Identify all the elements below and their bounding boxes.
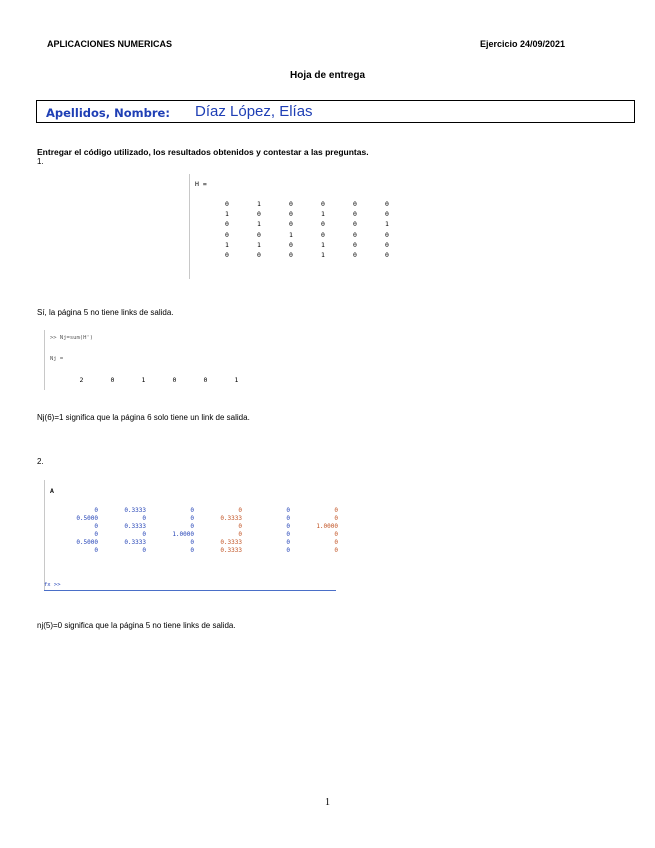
page-title: Hoja de entrega	[289, 70, 366, 81]
nj-result-row	[66, 376, 252, 384]
matrix-h-cell: 0	[385, 200, 389, 208]
matrix-a-cell: 0	[94, 523, 98, 530]
matrix-a-cell: 1.0000	[316, 523, 338, 530]
matrix-h-cell: 1	[257, 200, 261, 208]
matrix-h-cell: 1	[225, 240, 229, 249]
answer-2: Nj(6)=1 significa que la página 6 solo tiene un link de salida.	[37, 413, 250, 422]
instructions: Entregar el código utilizado, los resultados obtenidos y contestar a las preguntas.	[37, 147, 369, 157]
matrix-a-cell: 0	[142, 515, 146, 522]
matrix-h-cell: 0	[385, 230, 389, 239]
matrix-a-cell: 0.3333	[124, 523, 146, 530]
matrix-a-cell: 1.0000	[172, 531, 194, 538]
matrix-a-cell: 0	[334, 539, 338, 546]
matrix-h-cell: 0	[385, 210, 389, 219]
matrix-a-cell: 0	[286, 539, 290, 546]
matrix-a-cell: 0	[286, 531, 290, 538]
matrix-h-cell: 0	[257, 230, 261, 239]
nj-code: >> Nj=sum(H')	[50, 335, 94, 341]
matrix-a-cell: 0.5000	[76, 539, 98, 546]
page-number: 1	[325, 797, 330, 808]
matrix-a	[50, 507, 338, 554]
course-title: APLICACIONES NUMERICAS	[47, 39, 173, 49]
matrix-h-cell: 1	[257, 220, 261, 229]
nj-rule	[44, 330, 45, 390]
matrix-h-cell: 0	[289, 210, 293, 219]
nj-result-label: Nj =	[50, 356, 64, 362]
name-label: Apellidos, Nombre:	[46, 106, 170, 120]
matrix-a-cell: 0	[190, 507, 194, 514]
matrix-h-cell: 0	[353, 200, 357, 208]
matrix-h-cell: 0	[321, 230, 325, 239]
matrix-h-cell: 0	[353, 250, 357, 259]
matrix-a-cell: 0	[286, 507, 290, 514]
matrix-a-cell: 0	[334, 531, 338, 538]
matrix-a-cell: 0	[190, 539, 194, 546]
matrix-a-cell: 0.3333	[124, 539, 146, 546]
matrix-a-cell: 0	[142, 547, 146, 554]
name-value: Díaz López, Elías	[195, 103, 313, 120]
matrix-a-cell: 0	[286, 515, 290, 522]
matrix-h-cell: 0	[289, 250, 293, 259]
matrix-h-cell: 0	[385, 250, 389, 259]
answer-3: nj(5)=0 significa que la página 5 no tiene links de salida.	[37, 621, 236, 630]
matrix-h-cell: 0	[321, 220, 325, 229]
matrix-a-cell: 0	[190, 515, 194, 522]
command-prompt[interactable]: fx >>	[44, 582, 61, 588]
matrix-a-cell: 0.3333	[220, 547, 242, 554]
matrix-h-cell: 0	[225, 250, 229, 259]
matrix-h-cell: 0	[353, 230, 357, 239]
matrix-a-cell: 0.3333	[124, 507, 146, 514]
matrix-h-cell: 1	[289, 230, 293, 239]
answer-1: Sí, la página 5 no tiene links de salida.	[37, 308, 174, 317]
nj-result-cell: 1	[141, 376, 146, 384]
matrix-a-cell: 0.5000	[76, 515, 98, 522]
matrix-a-cell: 0	[238, 507, 242, 514]
matrix-a-cell: 0	[334, 507, 338, 514]
matrix-h-cell: 0	[321, 200, 325, 208]
nj-result-cell: 0	[110, 376, 115, 384]
question-2-number: 2.	[37, 457, 44, 466]
matrix-a-cell: 0	[238, 531, 242, 538]
matrix-h-cell: 0	[257, 210, 261, 219]
matrix-h-rule	[189, 174, 190, 279]
matrix-h-cell: 0	[353, 240, 357, 249]
matrix-h-cell: 0	[353, 210, 357, 219]
matrix-h-cell: 0	[353, 220, 357, 229]
matrix-h	[211, 200, 403, 259]
matrix-h-cell: 1	[385, 220, 389, 229]
matrix-h-cell: 1	[225, 210, 229, 219]
matrix-a-cell: 0	[334, 547, 338, 554]
matrix-h-cell: 0	[289, 200, 293, 208]
matrix-a-cell: 0	[238, 523, 242, 530]
nj-result-cell: 1	[234, 376, 239, 384]
matrix-a-cell: 0	[94, 547, 98, 554]
matrix-h-cell: 0	[289, 220, 293, 229]
matrix-a-cell: 0	[190, 523, 194, 530]
matrix-a-cell: 0.3333	[220, 515, 242, 522]
matrix-h-cell: 0	[289, 240, 293, 249]
matrix-h-label: H =	[195, 180, 207, 188]
matrix-h-cell: 0	[225, 200, 229, 208]
matrix-a-cell: 0	[334, 515, 338, 522]
matrix-a-cell: 0	[286, 547, 290, 554]
matrix-a-cell: 0	[94, 507, 98, 514]
matrix-h-cell: 1	[321, 210, 325, 219]
matrix-a-cell: 0	[142, 531, 146, 538]
exercise-date: Ejercicio 24/09/2021	[480, 39, 566, 49]
nj-result-cell: 0	[172, 376, 177, 384]
matrix-h-cell: 1	[257, 240, 261, 249]
matrix-h-cell: 1	[321, 250, 325, 259]
matrix-a-label: A	[50, 487, 54, 495]
matrix-a-cell: 0.3333	[220, 539, 242, 546]
matrix-a-cell: 0	[94, 531, 98, 538]
matrix-h-cell: 0	[385, 240, 389, 249]
command-window-rule	[44, 590, 336, 591]
matrix-a-rule	[44, 480, 45, 590]
nj-result-cell: 0	[203, 376, 208, 384]
nj-result-cell: 2	[79, 376, 84, 384]
matrix-h-cell: 0	[225, 230, 229, 239]
matrix-h-cell: 0	[257, 250, 261, 259]
matrix-a-cell: 0	[286, 523, 290, 530]
matrix-h-cell: 1	[321, 240, 325, 249]
name-box	[36, 100, 635, 123]
matrix-h-cell: 0	[225, 220, 229, 229]
matrix-a-cell: 0	[190, 547, 194, 554]
question-1-number: 1.	[37, 157, 44, 166]
